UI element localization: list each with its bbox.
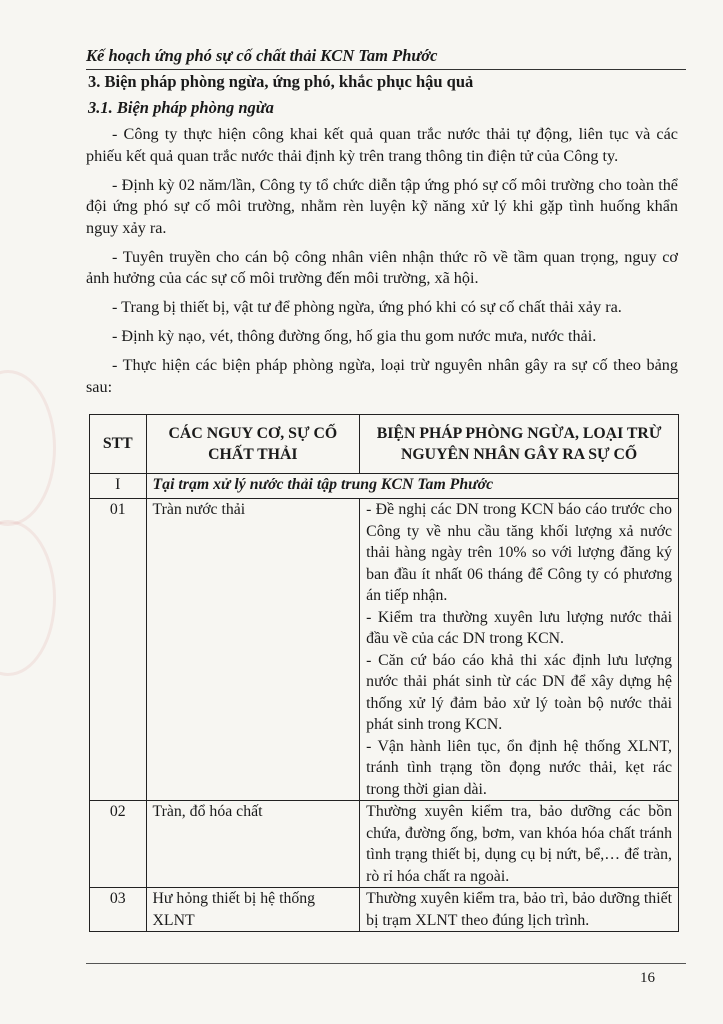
paragraph: - Định kỳ 02 năm/lần, Công ty tổ chức diễn tập ứng phó sự cố môi trường cho toàn thể đội ứng phó sự cố môi trường, nhằm rèn luyện kỹ năng xử lý khi gặp tình huống khẩn nguy xảy ra.: [86, 175, 678, 237]
page-number: 16: [640, 970, 655, 986]
header-stt: STT: [90, 415, 147, 474]
footer-rule: [86, 963, 686, 964]
measure-item: Thường xuyên kiểm tra, bảo trì, bảo dưỡng thiết bị trạm XLNT theo đúng lịch trình.: [366, 890, 672, 929]
table-row: [90, 801, 679, 888]
body-text: [86, 124, 678, 406]
document-header: Kế hoạch ứng phó sự cố chất thải KCN Tam Phước: [86, 46, 686, 70]
table-row: [90, 888, 679, 932]
row-risk: Tràn, đổ hóa chất: [146, 801, 360, 888]
subsection-heading: 3.1. Biện pháp phòng ngừa: [88, 98, 274, 117]
faded-stamp-mark: [0, 370, 56, 526]
row-measures: [360, 801, 679, 888]
paragraph: - Tuyên truyền cho cán bộ công nhân viên nhận thức rõ về tầm quan trọng, nguy cơ ảnh hưởng của các sự cố môi trường đến môi trường, xã hội.: [86, 247, 678, 287]
row-measures: [360, 499, 679, 801]
measure-item: - Vận hành liên tục, ổn định hệ thống XLNT, tránh tình trạng tồn đọng nước thải, kẹt rác trong thời gian dài.: [366, 737, 672, 798]
row-stt: 01: [90, 499, 147, 801]
row-measures: [360, 888, 679, 932]
section-stt: I: [90, 474, 147, 499]
table-row: [90, 499, 679, 801]
paragraph: - Định kỳ nạo, vét, thông đường ống, hố gia thu gom nước mưa, nước thải.: [112, 327, 597, 345]
measure-item: - Căn cứ báo cáo khả thi xác định lưu lượng nước thải phát sinh từ các DN để xây dựng hệ thống xử lý đảm bảo xử lý toàn bộ nước thải phát sinh trong KCN.: [366, 651, 672, 733]
measure-item: - Đề nghị các DN trong KCN báo cáo trước cho Công ty về nhu cầu tăng khối lượng xả nước thải hàng ngày trên 10% so với lượng đăng ký ban đầu ít nhất 06 tháng để Công ty có phương án tiếp nhận.: [366, 501, 672, 604]
measure-item: - Kiểm tra thường xuyên lưu lượng nước thải đầu về của các DN trong KCN.: [366, 608, 672, 647]
table-section-row: [90, 474, 679, 499]
row-stt: 02: [90, 801, 147, 888]
measure-item: Thường xuyên kiểm tra, bảo dưỡng các bồn chứa, đường ống, bơm, van khóa hóa chất tránh tình trạng thiết bị, dụng cụ bị nứt, bể,… để tràn, rò rỉ hóa chất ra ngoài.: [366, 803, 672, 885]
section-heading: 3. Biện pháp phòng ngừa, ứng phó, khắc phục hậu quả: [88, 72, 474, 91]
faded-stamp-mark: [0, 520, 56, 676]
row-risk: Hư hỏng thiết bị hệ thống XLNT: [146, 888, 360, 932]
paragraph: - Công ty thực hiện công khai kết quả quan trắc nước thải tự động, liên tục và các phiếu kết quả quan trắc nước thải định kỳ trên trang thông tin điện tử của Công ty.: [86, 125, 678, 165]
section-title: Tại trạm xử lý nước thải tập trung KCN Tam Phước: [146, 474, 678, 499]
row-risk: Tràn nước thải: [146, 499, 360, 801]
risk-prevention-table: [89, 414, 679, 932]
header-measure: BIỆN PHÁP PHÒNG NGỪA, LOẠI TRỪ NGUYÊN NHÂN GÂY RA SỰ CỐ: [360, 415, 679, 474]
paragraph: - Thực hiện các biện pháp phòng ngừa, loại trừ nguyên nhân gây ra sự cố theo bảng sau:: [86, 356, 678, 396]
table-header-row: [90, 415, 679, 474]
row-stt: 03: [90, 888, 147, 932]
header-risk: CÁC NGUY CƠ, SỰ CỐ CHẤT THẢI: [146, 415, 360, 474]
paragraph: - Trang bị thiết bị, vật tư để phòng ngừa, ứng phó khi có sự cố chất thải xảy ra.: [112, 298, 622, 316]
